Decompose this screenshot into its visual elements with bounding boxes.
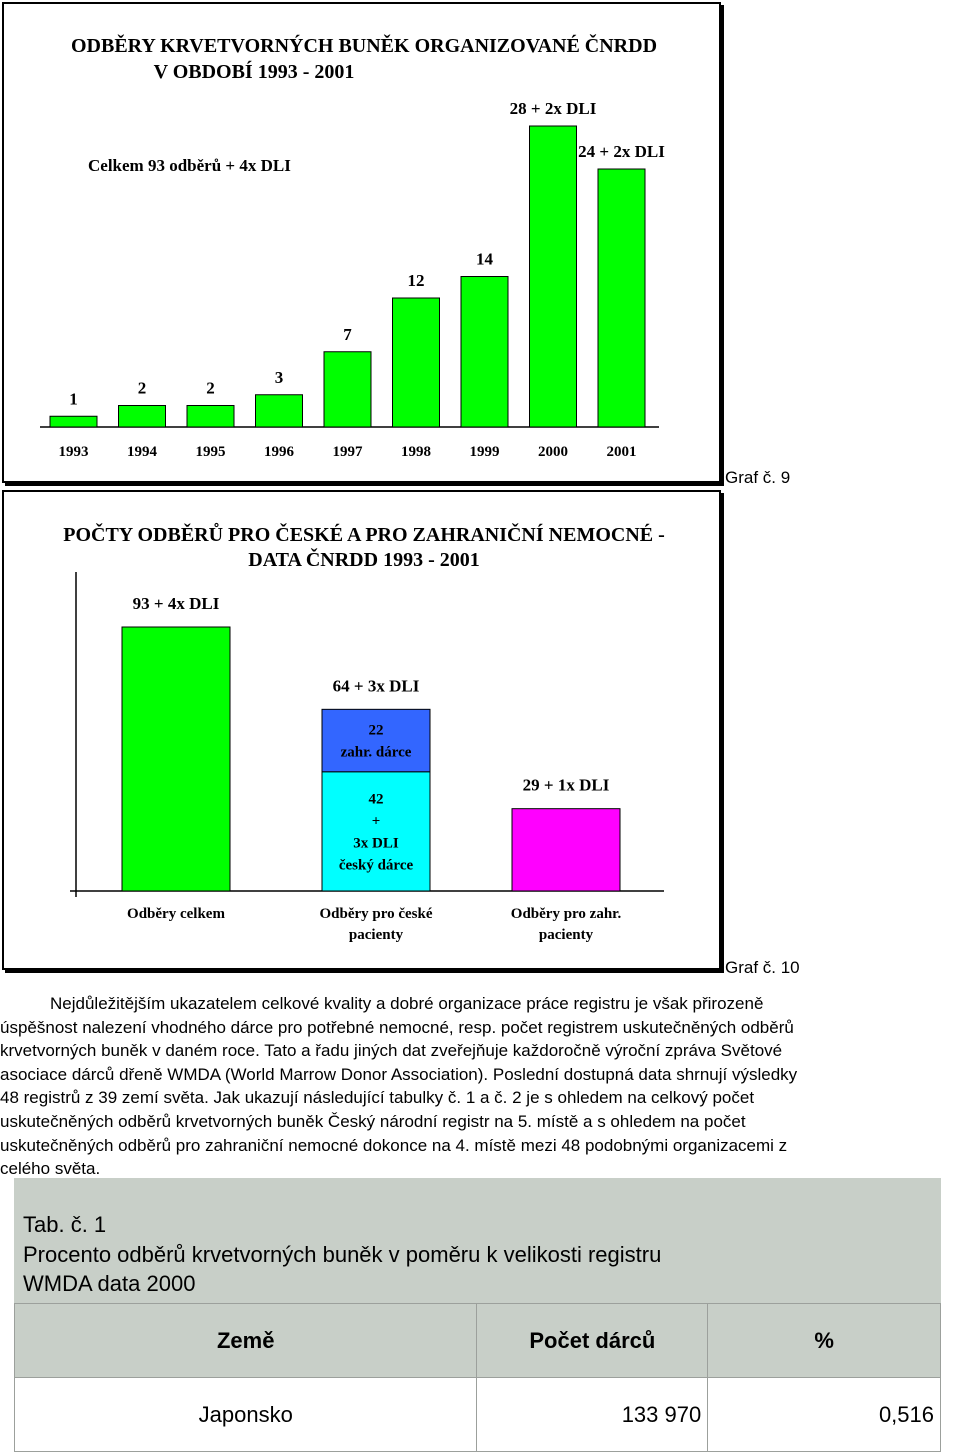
paragraph-line: úspěšnost nalezení vhodného dárce pro potřebné nemocné, resp. počet registrem uskutečněných odběrů	[0, 1017, 794, 1037]
table-header-row	[15, 1304, 941, 1378]
x-tick-label: 1999	[469, 444, 500, 460]
chart-title-line: V OBDOBÍ 1993 - 2001	[153, 61, 355, 83]
x-tick-label: 1996	[264, 444, 294, 460]
bar	[530, 126, 577, 427]
paragraph-line: uskutečněných odběrů pro zahraniční nemocné dokonce na 4. místě mezi 48 podobnými organizacemi z	[0, 1135, 788, 1155]
x-tick-label: 1998	[401, 444, 431, 460]
chart-title-line: POČTY ODBĚRŮ PRO ČESKÉ A PRO ZAHRANIČNÍ NEMOCNÉ -	[63, 524, 665, 546]
x-tick-label: Odběry pro zahr.	[510, 906, 622, 922]
bar	[324, 352, 371, 427]
x-tick-label: Odběry celkem	[127, 906, 225, 922]
table-wmda	[14, 1178, 941, 1452]
table-source: WMDA data 2000	[23, 1271, 196, 1296]
chart-pocty-odberu	[4, 492, 719, 968]
table-row	[15, 1378, 941, 1452]
x-tick-label: 1994	[127, 444, 157, 460]
segment-label: český dárce	[338, 857, 414, 874]
cell-percent: 0,516	[708, 1378, 941, 1452]
data-label: 3	[274, 367, 284, 387]
header-percent: %	[708, 1304, 941, 1378]
data-label: 7	[343, 324, 352, 344]
x-tick-label: 2000	[538, 444, 568, 460]
bar	[393, 298, 440, 427]
chart-annotation: Celkem 93 odběrů + 4x DLI	[88, 156, 291, 175]
x-tick-label: Odběry pro české	[319, 906, 433, 922]
x-tick-label: 1993	[58, 444, 89, 460]
chart-title-line: DATA ČNRDD 1993 - 2001	[248, 549, 480, 571]
data-table	[14, 1303, 941, 1452]
bar-segment	[512, 809, 620, 891]
paragraph-line: krvetvorných buněk v daném roce. Tato a řadu jiných dat zveřejňuje každoročně výroční zpráva Světové	[0, 1041, 783, 1061]
segment-label: zahr. dárce	[340, 744, 412, 761]
x-tick-label: 1995	[195, 444, 226, 460]
chart-title-line: ODBĚRY KRVETVORNÝCH BUNĚK ORGANIZOVANÉ ČNRDD	[70, 35, 658, 57]
data-label: 2	[137, 378, 147, 398]
segment-label: 3x DLI	[353, 835, 399, 852]
segment-label: +	[371, 813, 381, 830]
bar	[50, 416, 97, 427]
paragraph-line: celého světa.	[0, 1159, 101, 1179]
data-label: 28 + 2x DLI	[509, 99, 597, 118]
data-label: 24 + 2x DLI	[578, 142, 665, 161]
data-label: 1	[69, 389, 78, 409]
data-label: 14	[476, 249, 493, 269]
bar	[598, 169, 645, 427]
caption-graf-9: Graf č. 9	[725, 468, 791, 487]
chart-odbery-1993-2001	[4, 4, 719, 481]
header-pocet-darcu: Počet dárců	[477, 1304, 708, 1378]
x-tick-label: pacienty	[538, 927, 594, 943]
x-tick-label: 2001	[606, 444, 637, 460]
paragraph-line: Nejdůležitějším ukazatelem celkové kvality a dobré organizace práce registru je však přirozeně	[50, 994, 764, 1013]
paragraph-line: 48 registrů z 39 zemí světa. Jak ukazují následující tabulky č. 1 a č. 2 je s ohledem na celkový počet	[0, 1088, 755, 1108]
bar	[187, 406, 234, 428]
chart-frame-2	[2, 490, 721, 970]
cell-zeme: Japonsko	[15, 1378, 477, 1452]
segment-label: 22	[368, 722, 384, 739]
x-tick-label: 1997	[332, 444, 363, 460]
data-label: 93 + 4x DLI	[132, 594, 220, 613]
bar	[119, 406, 166, 428]
bar	[256, 395, 303, 427]
data-label: 64 + 3x DLI	[332, 676, 420, 696]
paragraph-line: uskutečněných odběrů krvetvorných buněk Český národní registr na 5. místě a s ohledem na počet	[0, 1111, 746, 1131]
cell-pocet-darcu: 133 970	[477, 1378, 708, 1452]
table-title: Tab. č. 1	[23, 1212, 107, 1237]
caption-graf-10: Graf č. 10	[725, 958, 800, 977]
body-paragraph	[0, 992, 957, 1181]
data-label: 29 + 1x DLI	[522, 775, 610, 795]
data-label: 12	[407, 271, 425, 290]
bar-segment	[322, 709, 430, 771]
segment-label: 42	[368, 791, 384, 808]
bar-segment	[122, 627, 230, 891]
paragraph-line: asociace dárců dřeně WMDA (World Marrow Donor Association). Poslední dostupná data shrnují výsledky	[0, 1064, 798, 1084]
header-zeme: Země	[15, 1304, 477, 1378]
data-label: 2	[206, 378, 215, 398]
bar	[461, 277, 508, 428]
x-tick-label: pacienty	[348, 927, 404, 943]
table-subtitle: Procento odběrů krvetvorných buněk v poměru k velikosti registru	[23, 1242, 662, 1267]
chart-frame-1	[2, 2, 721, 483]
